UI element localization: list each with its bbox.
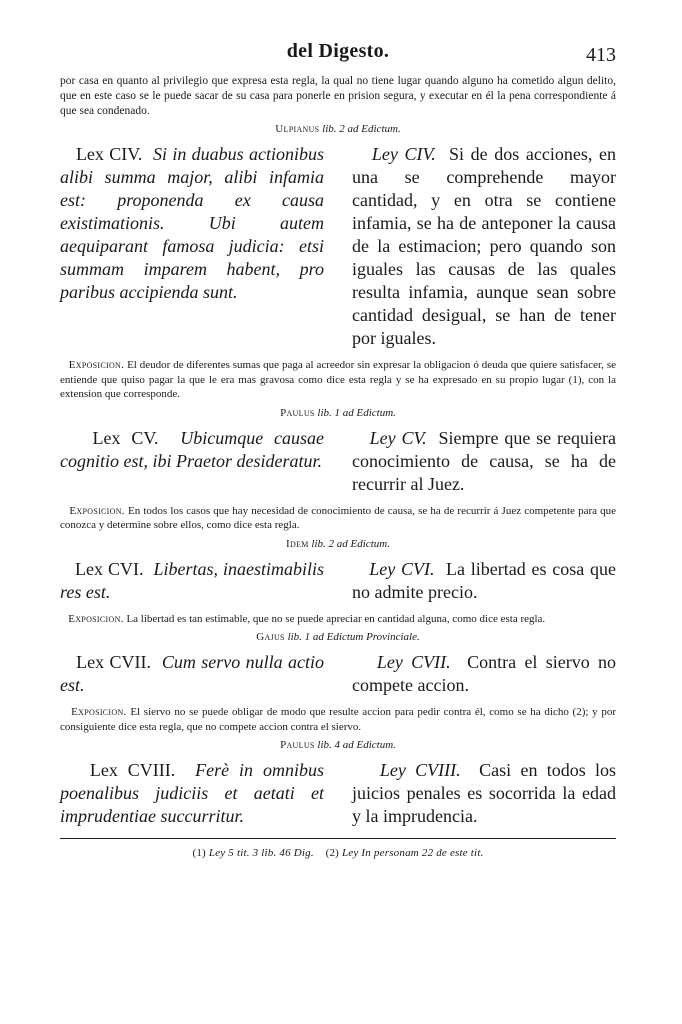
author-name: Ulpianus [275, 123, 320, 135]
spanish-law-number: Ley CVII. [376, 652, 451, 672]
latin-law-number: Lex CVIII. [89, 760, 176, 780]
latin-law-text: Ferè in omnibus poenalibus judiciis et aetati et imprudentiae succurritur. [60, 760, 325, 826]
spanish-text-civ [352, 143, 616, 350]
source-ref: lib. 1 ad Edictum Provinciale. [287, 631, 420, 643]
exposicion-label: Exposicion. [68, 359, 125, 371]
latin-text-cviii [60, 759, 324, 828]
latin-law-number: Lex CVI. [75, 558, 144, 579]
latin-law-number: Lex CVII. [76, 652, 152, 672]
attribution-paulus-4 [60, 738, 616, 753]
spanish-text-cv [352, 427, 616, 496]
spanish-law-text: La libertad es cosa que no admite precio. [352, 558, 617, 602]
lex-row-cvi [60, 558, 616, 604]
spanish-law-number: Ley CV. [369, 427, 427, 448]
author-name: Paulus [280, 406, 315, 419]
latin-law-number: Lex CIV. [75, 144, 143, 164]
source-ref: lib. 2 ad Edictum. [311, 537, 390, 550]
latin-law-text: Cum servo nulla actio est. [60, 652, 324, 695]
latin-law-text: Si in duabus actionibus alibi summa major, alibi infamia est: proponenda ex causa existimationis. Ubi autem aequiparant famosa judicia: etsi summam imparem habent, pro paribus accipienda sunt. [60, 144, 324, 302]
source-ref: lib. 4 ad Edictum. [317, 739, 396, 751]
latin-text-cvii [60, 651, 324, 697]
spanish-law-text: Si de dos acciones, en una se comprehende mayor cantidad, y en otra se contiene infamia, se ha de anteponer la causa de la estimacion; pero quando son iguales las causas de las quales resulta infamia, aunque sean sobre cantidad desigual, se han de tener por iguales. [352, 144, 617, 348]
spanish-text-cvii [352, 651, 616, 697]
page-number: 413 [586, 44, 616, 66]
attribution-gajus [60, 630, 616, 645]
running-title: del Digesto. [286, 40, 390, 62]
spanish-law-text: Contra el siervo no compete accion. [352, 652, 616, 695]
footnote-2-marker: (2) [325, 847, 340, 859]
exposicion-text: La libertad es tan estimable, que no se puede apreciar en cantidad alguna, como dice esta regla. [126, 612, 546, 625]
lex-row-civ [60, 143, 616, 350]
latin-text-cv [60, 427, 324, 496]
exposicion-text: El deudor de diferentes sumas que paga al acreedor sin expresar la obligacion ó deuda que quiere satisfacer, se entiende que quiso pagar la que le era mas gravosa como dice esta regla y se ha expresado en su propio lugar (1), con la extension que corresponde. [60, 359, 616, 400]
author-name: Idem [286, 537, 309, 550]
spanish-law-number: Ley CVIII. [379, 760, 461, 780]
source-ref: lib. 2 ad Edictum. [322, 123, 401, 135]
footnote-1-text: Ley 5 tit. 3 lib. 46 Dig. [208, 847, 314, 859]
spanish-law-number: Ley CIV. [371, 144, 436, 164]
spanish-law-number: Ley CVI. [369, 558, 435, 579]
exposicion-label: Exposicion. [68, 612, 124, 625]
exposicion-cv [60, 504, 616, 533]
source-ref: lib. 1 ad Edictum. [317, 406, 396, 419]
carryover-paragraph: por casa en quanto al privilegio que expresa esta regla, la qual no tiene lugar quando alguno ha cometido algun delito, que en este caso se le puede sacar de su casa para ponerle en prision segura, y executar en él la pena correspondiente á que sea condenado. [60, 75, 616, 117]
spanish-text-cvi [352, 558, 616, 604]
author-name: Gajus [256, 631, 285, 643]
attribution-paulus-1 [60, 406, 616, 421]
exposicion-civ [60, 358, 616, 402]
spanish-law-text: Casi en todos los juicios penales es socorrida la edad y la imprudencia. [352, 760, 617, 826]
attribution-ulpianus [60, 122, 616, 137]
latin-law-text: Libertas, inaestimabilis res est. [60, 558, 324, 602]
lex-row-cviii [60, 759, 616, 828]
latin-law-text: Ubicumque causae cognitio est, ibi Praetor desideratur. [60, 427, 325, 471]
lex-row-cvii [60, 651, 616, 697]
exposicion-text: El siervo no se puede obligar de modo que resulte accion para pedir contra él, como se ha dicho (2); y por consiguiente dice esta regla, que no compete accion contra el siervo. [60, 706, 617, 733]
exposicion-label: Exposicion. [71, 706, 127, 718]
footnotes [60, 838, 616, 859]
latin-text-civ [60, 143, 324, 350]
lex-row-cv [60, 427, 616, 496]
exposicion-text: En todos los casos que hay necesidad de conocimiento de causa, se ha de recurrir á Juez competente para que conozca y determine sobre ellos, como dice esta regla. [60, 504, 617, 531]
latin-law-number: Lex CV. [92, 427, 159, 448]
page-header [60, 40, 616, 74]
latin-text-cvi [60, 558, 324, 604]
exposicion-cvii [60, 705, 616, 734]
attribution-idem [60, 537, 616, 552]
document-page [60, 40, 616, 859]
spanish-law-text: Siempre que se requiera conocimiento de causa, se ha de recurrir al Juez. [352, 427, 617, 494]
exposicion-label: Exposicion. [69, 504, 125, 517]
footnote-1-marker: (1) [192, 847, 206, 859]
footnote-2-text: Ley In personam 22 de este tit. [341, 847, 484, 859]
exposicion-cvi [60, 612, 616, 627]
spanish-text-cviii [352, 759, 616, 828]
author-name: Paulus [280, 739, 315, 751]
